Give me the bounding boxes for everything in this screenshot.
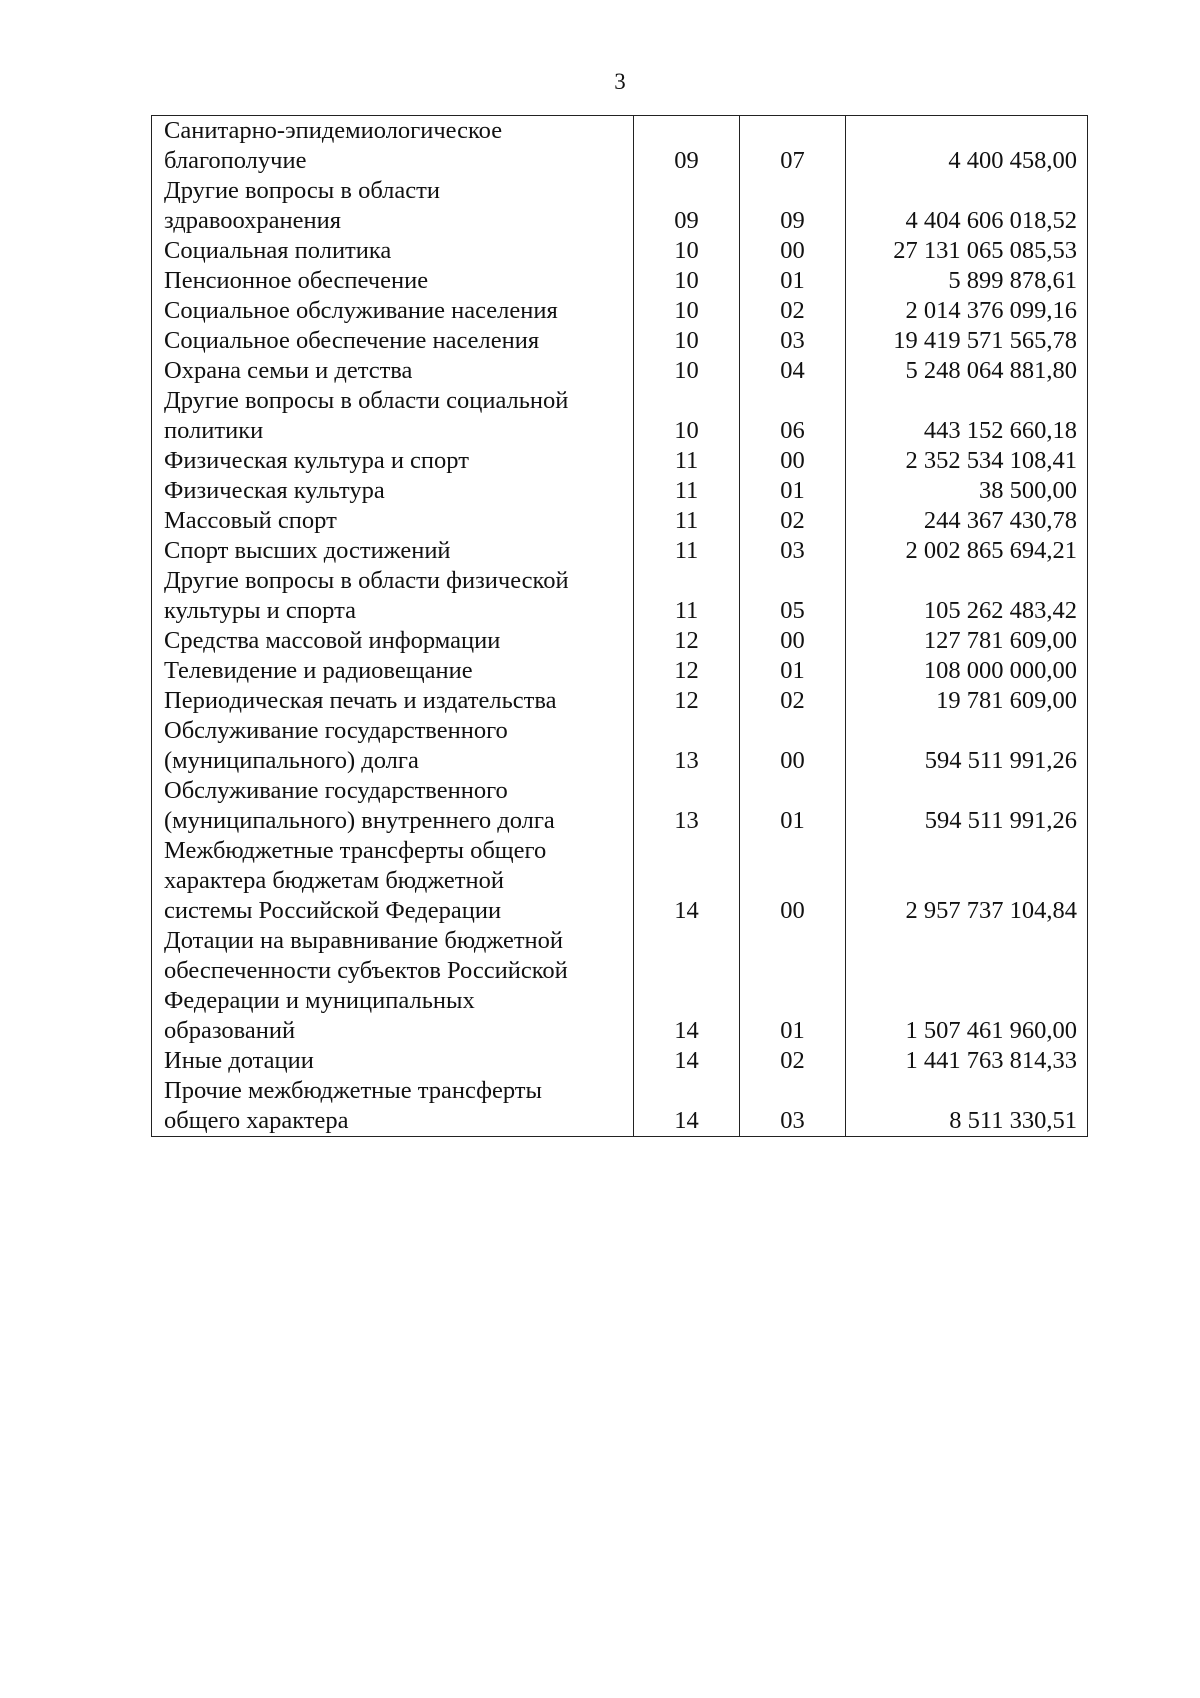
expense-name-cell: Другие вопросы в области здравоохранения (152, 176, 634, 236)
section-code-cell: 10 (634, 266, 740, 296)
table-row (152, 776, 1088, 836)
section-code-cell: 09 (634, 116, 740, 177)
table-row (152, 656, 1088, 686)
expense-name-cell: Обслуживание государственного (муниципального) долга (152, 716, 634, 776)
amount-cell: 4 404 606 018,52 (846, 176, 1088, 236)
expense-name-cell: Обслуживание государственного (муниципального) внутреннего долга (152, 776, 634, 836)
table-row (152, 356, 1088, 386)
section-code-cell: 10 (634, 296, 740, 326)
table-row (152, 626, 1088, 656)
subsection-code-cell: 01 (740, 476, 846, 506)
subsection-code-cell: 00 (740, 626, 846, 656)
page-number: 3 (614, 69, 626, 94)
section-code-cell: 11 (634, 476, 740, 506)
subsection-code-cell: 00 (740, 716, 846, 776)
amount-cell: 105 262 483,42 (846, 566, 1088, 626)
subsection-code-cell: 02 (740, 506, 846, 536)
table-row (152, 386, 1088, 446)
amount-cell: 443 152 660,18 (846, 386, 1088, 446)
table-row (152, 446, 1088, 476)
expense-name-cell: Телевидение и радиовещание (152, 656, 634, 686)
amount-cell: 19 419 571 565,78 (846, 326, 1088, 356)
amount-cell: 2 014 376 099,16 (846, 296, 1088, 326)
expense-name-cell: Средства массовой информации (152, 626, 634, 656)
amount-cell: 8 511 330,51 (846, 1076, 1088, 1137)
amount-cell: 1 507 461 960,00 (846, 926, 1088, 1046)
section-code-cell: 11 (634, 446, 740, 476)
subsection-code-cell: 01 (740, 776, 846, 836)
subsection-code-cell: 03 (740, 536, 846, 566)
section-code-cell: 14 (634, 926, 740, 1046)
table-row (152, 326, 1088, 356)
section-code-cell: 13 (634, 776, 740, 836)
amount-cell: 2 957 737 104,84 (846, 836, 1088, 926)
subsection-code-cell: 05 (740, 566, 846, 626)
section-code-cell: 10 (634, 386, 740, 446)
section-code-cell: 13 (634, 716, 740, 776)
subsection-code-cell: 02 (740, 1046, 846, 1076)
table-row (152, 716, 1088, 776)
section-code-cell: 10 (634, 236, 740, 266)
amount-cell: 594 511 991,26 (846, 716, 1088, 776)
section-code-cell: 11 (634, 536, 740, 566)
amount-cell: 244 367 430,78 (846, 506, 1088, 536)
table-row (152, 1076, 1088, 1137)
table-row (152, 116, 1088, 177)
expense-name-cell: Пенсионное обеспечение (152, 266, 634, 296)
section-code-cell: 14 (634, 1076, 740, 1137)
table-row (152, 296, 1088, 326)
section-code-cell: 10 (634, 326, 740, 356)
subsection-code-cell: 00 (740, 236, 846, 266)
expense-name-cell: Периодическая печать и издательства (152, 686, 634, 716)
table-row (152, 236, 1088, 266)
subsection-code-cell: 00 (740, 446, 846, 476)
subsection-code-cell: 09 (740, 176, 846, 236)
expense-name-cell: Массовый спорт (152, 506, 634, 536)
subsection-code-cell: 03 (740, 326, 846, 356)
budget-table (151, 115, 1088, 1137)
amount-cell: 2 002 865 694,21 (846, 536, 1088, 566)
table-body (152, 116, 1088, 1137)
section-code-cell: 14 (634, 836, 740, 926)
expense-name-cell: Межбюджетные трансферты общего характера бюджетам бюджетной системы Российской Федерации (152, 836, 634, 926)
expense-name-cell: Социальное обслуживание населения (152, 296, 634, 326)
table-row (152, 476, 1088, 506)
subsection-code-cell: 06 (740, 386, 846, 446)
section-code-cell: 14 (634, 1046, 740, 1076)
amount-cell: 5 248 064 881,80 (846, 356, 1088, 386)
expense-name-cell: Прочие межбюджетные трансферты общего характера (152, 1076, 634, 1137)
amount-cell: 108 000 000,00 (846, 656, 1088, 686)
subsection-code-cell: 01 (740, 266, 846, 296)
subsection-code-cell: 02 (740, 296, 846, 326)
section-code-cell: 12 (634, 626, 740, 656)
expense-name-cell: Иные дотации (152, 1046, 634, 1076)
amount-cell: 127 781 609,00 (846, 626, 1088, 656)
expense-name-cell: Охрана семьи и детства (152, 356, 634, 386)
section-code-cell: 09 (634, 176, 740, 236)
subsection-code-cell: 01 (740, 656, 846, 686)
subsection-code-cell: 07 (740, 116, 846, 177)
expense-name-cell: Дотации на выравнивание бюджетной обеспеченности субъектов Российской Федерации и муниципальных образований (152, 926, 634, 1046)
expense-name-cell: Физическая культура (152, 476, 634, 506)
amount-cell: 27 131 065 085,53 (846, 236, 1088, 266)
section-code-cell: 12 (634, 686, 740, 716)
section-code-cell: 11 (634, 566, 740, 626)
expense-name-cell: Социальное обеспечение населения (152, 326, 634, 356)
table-row (152, 836, 1088, 926)
expense-name-cell: Спорт высших достижений (152, 536, 634, 566)
amount-cell: 594 511 991,26 (846, 776, 1088, 836)
amount-cell: 19 781 609,00 (846, 686, 1088, 716)
amount-cell: 1 441 763 814,33 (846, 1046, 1088, 1076)
expense-name-cell: Санитарно-эпидемиологическое благополучие (152, 116, 634, 177)
amount-cell: 38 500,00 (846, 476, 1088, 506)
expense-name-cell: Физическая культура и спорт (152, 446, 634, 476)
table-row (152, 1046, 1088, 1076)
table-row (152, 566, 1088, 626)
amount-cell: 5 899 878,61 (846, 266, 1088, 296)
table-row (152, 506, 1088, 536)
amount-cell: 4 400 458,00 (846, 116, 1088, 177)
subsection-code-cell: 02 (740, 686, 846, 716)
expense-name-cell: Социальная политика (152, 236, 634, 266)
subsection-code-cell: 00 (740, 836, 846, 926)
table-row (152, 926, 1088, 1046)
table-row (152, 686, 1088, 716)
section-code-cell: 12 (634, 656, 740, 686)
subsection-code-cell: 01 (740, 926, 846, 1046)
table-row (152, 266, 1088, 296)
subsection-code-cell: 03 (740, 1076, 846, 1137)
section-code-cell: 11 (634, 506, 740, 536)
amount-cell: 2 352 534 108,41 (846, 446, 1088, 476)
expense-name-cell: Другие вопросы в области физической культуры и спорта (152, 566, 634, 626)
section-code-cell: 10 (634, 356, 740, 386)
subsection-code-cell: 04 (740, 356, 846, 386)
table-row (152, 536, 1088, 566)
expense-name-cell: Другие вопросы в области социальной политики (152, 386, 634, 446)
table-row (152, 176, 1088, 236)
